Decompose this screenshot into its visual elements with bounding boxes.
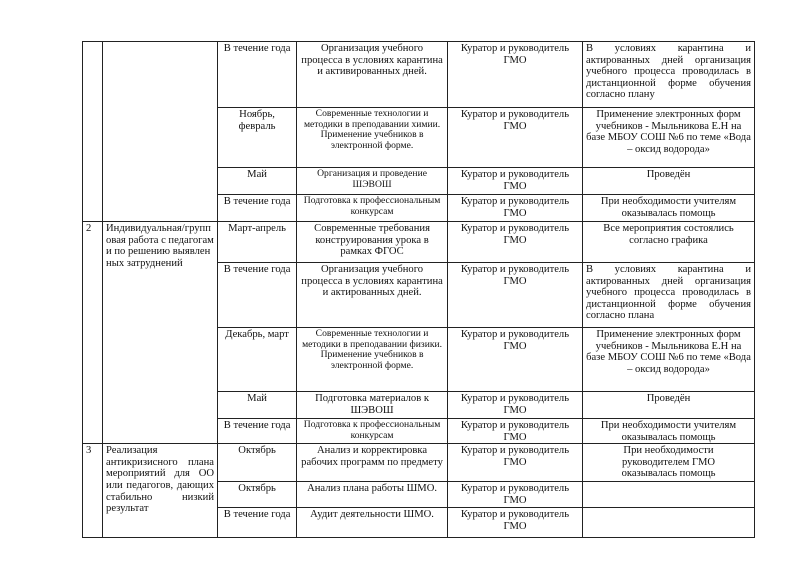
row-responsible: Куратор и руководитель ГМО xyxy=(447,195,582,222)
row-event: Современные требования конструирования урока в рамках ФГОС xyxy=(297,222,448,263)
row-date: Май xyxy=(218,168,297,195)
row-responsible: Куратор и руководитель ГМО xyxy=(447,222,582,263)
row-responsible: Куратор и руководитель ГМО xyxy=(447,42,582,108)
row-event: Анализ плана работы ШМО. xyxy=(297,482,448,508)
row-event: Организация и проведение ШЭВОШ xyxy=(297,168,448,195)
row-event: Организация учебного процесса в условиях карантина и активированных дней. xyxy=(297,42,448,108)
row-date: В течение года xyxy=(218,42,297,108)
row-result: Применение электронных форм учебников - Мыльникова Е.Н на базе МБОУ СОШ №6 по теме «Вода – оксид водорода» xyxy=(583,328,755,392)
row-result xyxy=(583,508,755,538)
row-result: При необходимости учителям оказывалась помощь xyxy=(583,419,755,444)
row-result: Применение электронных форм учебников - Мыльникова Е.Н на базе МБОУ СОШ №6 по теме «Вода – оксид водорода» xyxy=(583,108,755,168)
section-title xyxy=(103,42,218,222)
row-date: В течение года xyxy=(218,419,297,444)
row-date: В течение года xyxy=(218,263,297,328)
row-date: Октябрь xyxy=(218,444,297,482)
row-responsible: Куратор и руководитель ГМО xyxy=(447,168,582,195)
row-event: Аудит деятельности ШМО. xyxy=(297,508,448,538)
plan-table xyxy=(82,41,755,538)
row-event: Организация учебного процесса в условиях карантина и актированных дней. xyxy=(297,263,448,328)
row-date: В течение года xyxy=(218,508,297,538)
table-row xyxy=(83,444,755,482)
row-event: Анализ и корректировка рабочих программ по предмету xyxy=(297,444,448,482)
row-date: Декабрь, март xyxy=(218,328,297,392)
section-number: 3 xyxy=(83,444,103,538)
row-result: Все мероприятия состоялись согласно графика xyxy=(583,222,755,263)
row-result: При необходимости учителям оказывалась помощь xyxy=(583,195,755,222)
row-responsible: Куратор и руководитель ГМО xyxy=(447,419,582,444)
row-responsible: Куратор и руководитель ГМО xyxy=(447,508,582,538)
row-event: Подготовка к профессиональным конкурсам xyxy=(297,195,448,222)
row-event: Современные технологии и методики в преподавании физики. Применение учебников в электронной форме. xyxy=(297,328,448,392)
row-date: Октябрь xyxy=(218,482,297,508)
row-result: Проведён xyxy=(583,168,755,195)
row-responsible: Куратор и руководитель ГМО xyxy=(447,328,582,392)
row-responsible: Куратор и руководитель ГМО xyxy=(447,482,582,508)
section-number xyxy=(83,42,103,222)
row-date: Ноябрь, февраль xyxy=(218,108,297,168)
table-row xyxy=(83,42,755,108)
table-row xyxy=(83,222,755,263)
row-responsible: Куратор и руководитель ГМО xyxy=(447,108,582,168)
section-number: 2 xyxy=(83,222,103,444)
row-event: Подготовка к профессиональным конкурсам xyxy=(297,419,448,444)
row-result: В условиях карантина и актированных дней организация учебного процесса проводилась в дистанционной форме обучения согласно плана xyxy=(583,263,755,328)
row-date: В течение года xyxy=(218,195,297,222)
row-event: Современные технологии и методики в преподавании химии. Применение учебников в электронной форме. xyxy=(297,108,448,168)
row-result: При необходимости руководителем ГМО оказывалась помощь xyxy=(583,444,755,482)
row-result: В условиях карантина и актированных дней организация учебного процесса проводилась в дистанционной форме обучения согласно плану xyxy=(583,42,755,108)
section-title: Индивидуальная/групповая работа с педагогами по решению выявленных затруднений xyxy=(103,222,218,444)
row-responsible: Куратор и руководитель ГМО xyxy=(447,263,582,328)
row-responsible: Куратор и руководитель ГМО xyxy=(447,444,582,482)
row-date: Май xyxy=(218,392,297,419)
section-title: Реализация антикризисного плана мероприятий для ОО или педагогов, дающих стабильно низкий результат xyxy=(103,444,218,538)
row-responsible: Куратор и руководитель ГМО xyxy=(447,392,582,419)
row-event: Подготовка материалов к ШЭВОШ xyxy=(297,392,448,419)
row-result xyxy=(583,482,755,508)
row-date: Март-апрель xyxy=(218,222,297,263)
row-result: Проведён xyxy=(583,392,755,419)
